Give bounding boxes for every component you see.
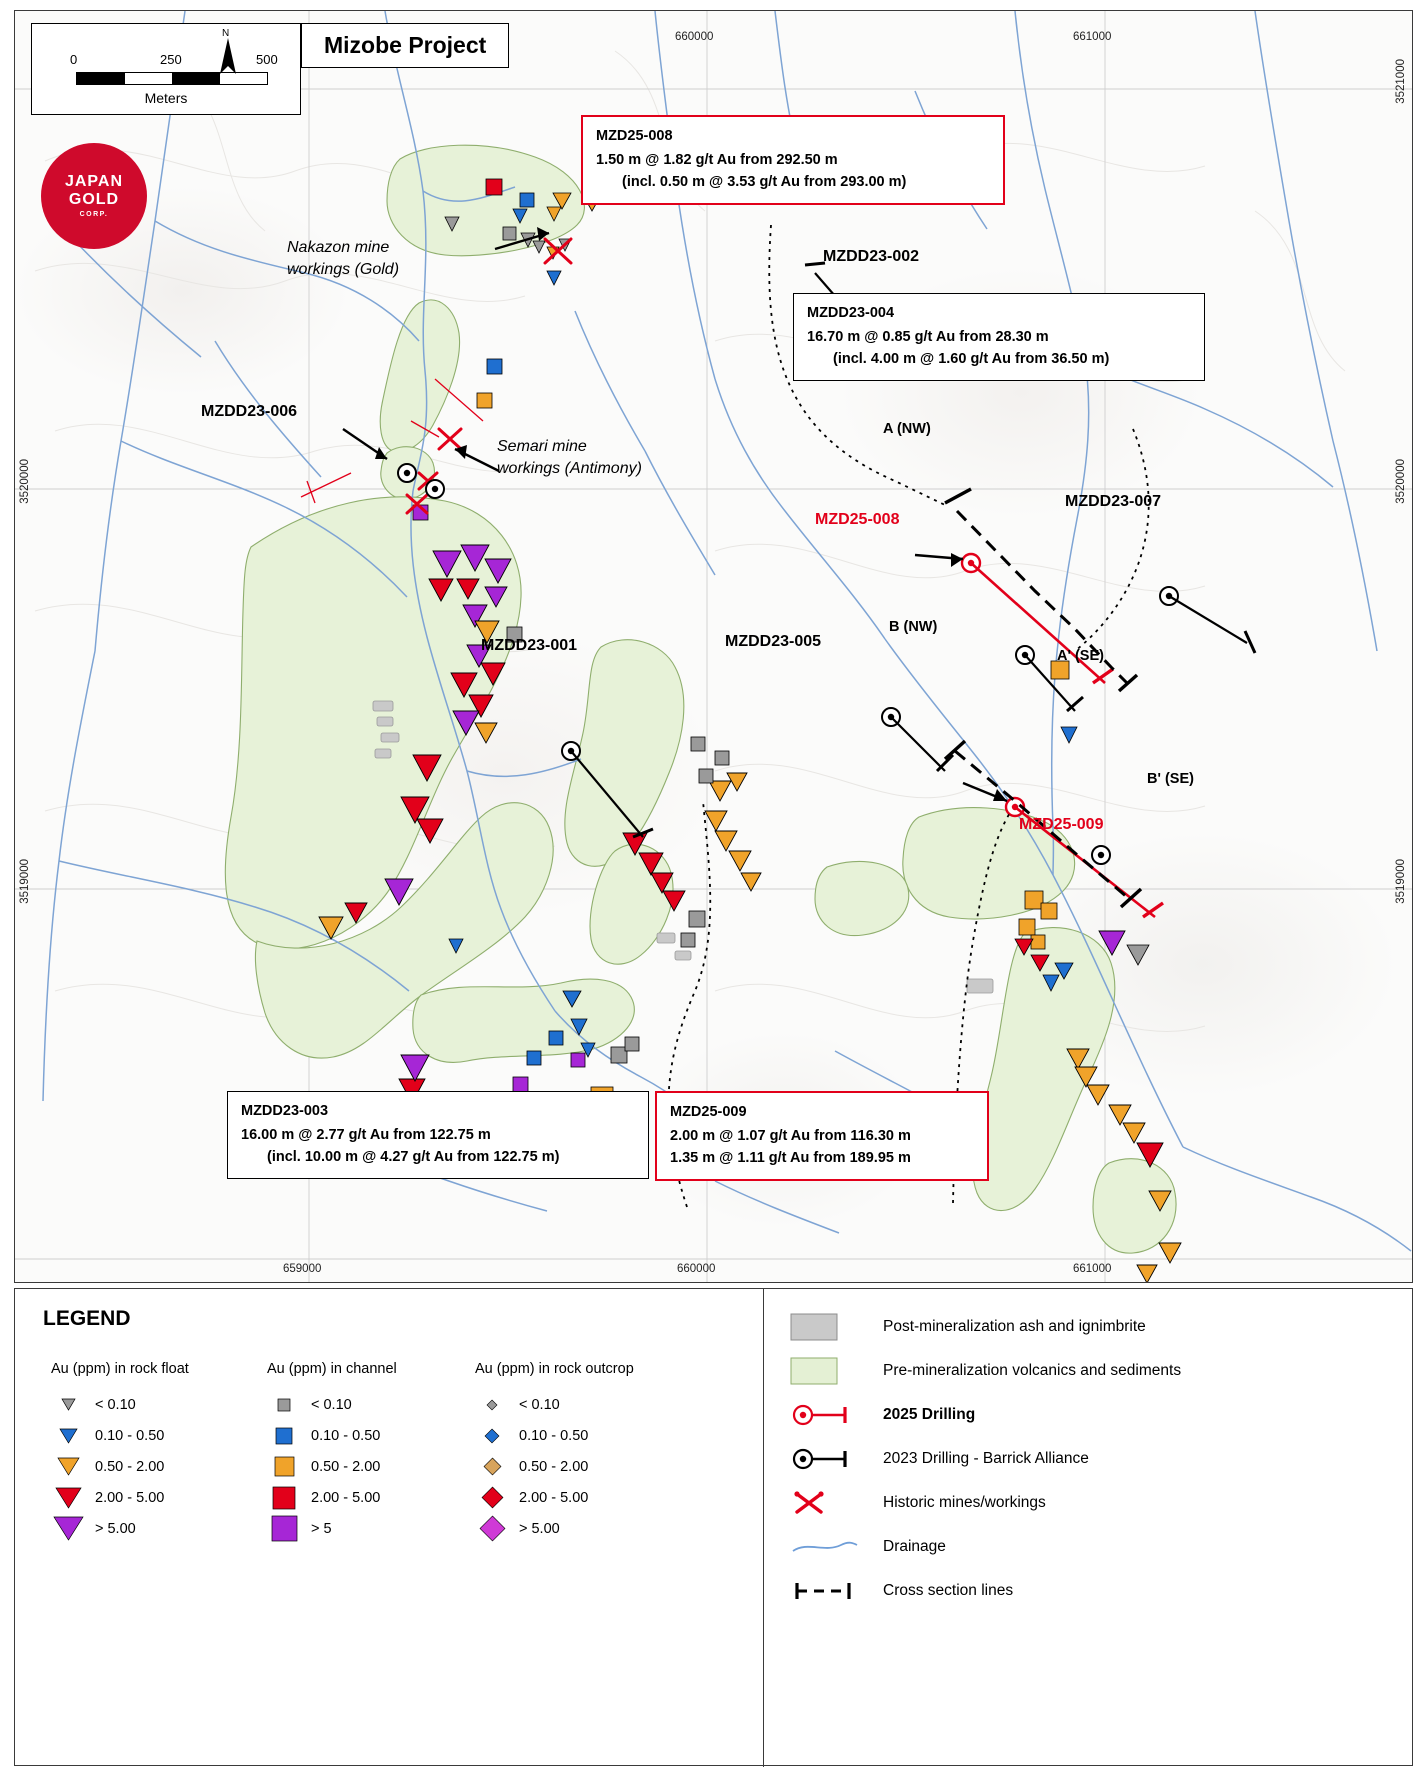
cross-section-line-icon bbox=[791, 1580, 877, 1602]
legend-group-rock-float bbox=[51, 1361, 281, 1544]
note-nakazon-mine bbox=[287, 237, 399, 280]
legend-item-label: Post-mineralization ash and ignimbrite bbox=[883, 1318, 1146, 1335]
japan-gold-logo bbox=[41, 143, 147, 249]
scale-tick-mid: 250 bbox=[160, 52, 182, 67]
legend-item-label: 2.00 - 5.00 bbox=[519, 1489, 589, 1506]
green-swatch-icon bbox=[791, 1358, 877, 1384]
legend-item bbox=[267, 1451, 497, 1482]
diamond-icon bbox=[475, 1487, 509, 1508]
legend-item bbox=[475, 1513, 735, 1544]
square-icon bbox=[267, 1399, 301, 1411]
legend-item-label: 2025 Drilling bbox=[883, 1406, 976, 1423]
triangle-down-icon bbox=[51, 1458, 85, 1475]
grid-label-top-661000: 661000 bbox=[1073, 31, 1112, 43]
grid-label-right-3519000: 3519000 bbox=[1395, 859, 1407, 904]
hole-label-mzdd23-007: MZDD23-007 bbox=[1065, 493, 1162, 510]
callout-mzd25-009 bbox=[655, 1091, 989, 1181]
callout-mzdd23-003 bbox=[227, 1091, 649, 1179]
legend-group-channel bbox=[267, 1361, 497, 1544]
diamond-icon bbox=[475, 1458, 509, 1475]
legend-item bbox=[51, 1513, 281, 1544]
legend-item bbox=[267, 1389, 497, 1420]
legend-item-historic-workings bbox=[791, 1481, 1391, 1525]
legend-item-label: > 5.00 bbox=[95, 1520, 136, 1537]
legend-group-title: Au (ppm) in channel bbox=[267, 1361, 397, 1377]
callout-id: MZD25-008 bbox=[596, 128, 673, 144]
section-label-a-prime-se: A' (SE) bbox=[1057, 648, 1104, 664]
callout-line-1: 16.70 m @ 0.85 g/t Au from 28.30 m bbox=[807, 328, 1049, 345]
legend-item bbox=[51, 1420, 281, 1451]
legend-title: LEGEND bbox=[43, 1307, 131, 1330]
legend-item bbox=[475, 1389, 735, 1420]
legend-group-title: Au (ppm) in rock outcrop bbox=[475, 1361, 634, 1377]
legend-item-label: 0.50 - 2.00 bbox=[311, 1458, 381, 1475]
legend-item bbox=[51, 1389, 281, 1420]
callout-id: MZDD23-004 bbox=[807, 305, 895, 321]
legend-item-label: 0.50 - 2.00 bbox=[519, 1458, 589, 1475]
grey-swatch-icon bbox=[791, 1314, 877, 1340]
triangle-down-icon bbox=[51, 1399, 85, 1410]
diamond-icon bbox=[475, 1400, 509, 1410]
scale-tick-max: 500 bbox=[256, 52, 278, 67]
note-line-1: Nakazon mine bbox=[287, 239, 390, 256]
diamond-icon bbox=[475, 1516, 509, 1541]
crossed-picks-icon bbox=[791, 1490, 877, 1516]
drill-hole-black-icon bbox=[791, 1447, 877, 1471]
square-icon bbox=[267, 1516, 301, 1541]
hole-label-mzdd23-006: MZDD23-006 bbox=[201, 403, 298, 420]
legend-group-rock-outcrop bbox=[475, 1361, 735, 1544]
legend-item-label: 0.10 - 0.50 bbox=[95, 1427, 165, 1444]
legend-item-label: Cross section lines bbox=[883, 1582, 1014, 1599]
legend-group-title: Au (ppm) in rock float bbox=[51, 1361, 189, 1377]
legend-item bbox=[475, 1482, 735, 1513]
callout-line-2: 1.35 m @ 1.11 g/t Au from 189.95 m bbox=[670, 1149, 911, 1166]
grid-label-left-3520000: 3520000 bbox=[19, 459, 31, 504]
north-arrow-icon bbox=[208, 30, 248, 76]
hole-label-mzdd23-002: MZDD23-002 bbox=[823, 248, 920, 265]
legend-item-label: 2.00 - 5.00 bbox=[311, 1489, 381, 1506]
square-icon bbox=[267, 1428, 301, 1444]
callout-mzdd23-004 bbox=[793, 293, 1205, 381]
legend-item bbox=[475, 1451, 735, 1482]
grid-label-bottom-661000: 661000 bbox=[1073, 1263, 1112, 1275]
scale-units-label: Meters bbox=[144, 90, 188, 106]
hole-label-mzdd23-005: MZDD23-005 bbox=[725, 633, 822, 650]
grid-label-bottom-659000: 659000 bbox=[283, 1263, 322, 1275]
note-line-1: Semari mine bbox=[497, 438, 587, 455]
legend-item-label: Historic mines/workings bbox=[883, 1494, 1046, 1511]
triangle-down-icon bbox=[51, 1517, 85, 1540]
legend-right-column bbox=[791, 1305, 1391, 1613]
section-label-b-prime-se: B' (SE) bbox=[1147, 771, 1194, 787]
legend-item-2023-drilling bbox=[791, 1437, 1391, 1481]
legend-item-label: 2023 Drilling - Barrick Alliance bbox=[883, 1450, 1089, 1467]
logo-corp: CORP. bbox=[79, 211, 109, 219]
section-label-b-nw: B (NW) bbox=[889, 619, 938, 635]
legend-item-label: 0.10 - 0.50 bbox=[519, 1427, 589, 1444]
legend-item-label: < 0.10 bbox=[519, 1396, 560, 1413]
grid-label-top-660000: 660000 bbox=[675, 31, 714, 43]
callout-line-2: (incl. 0.50 m @ 3.53 g/t Au from 293.00 m) bbox=[622, 173, 907, 190]
callout-line-1: 2.00 m @ 1.07 g/t Au from 116.30 m bbox=[670, 1127, 911, 1144]
callout-id: MZD25-009 bbox=[670, 1104, 747, 1120]
callout-line-2: (incl. 4.00 m @ 1.60 g/t Au from 36.50 m) bbox=[833, 350, 1110, 367]
legend-item-label: < 0.10 bbox=[95, 1396, 136, 1413]
grid-label-right-3520000: 3520000 bbox=[1395, 459, 1407, 504]
triangle-down-icon bbox=[51, 1429, 85, 1443]
hole-label-mzd25-009: MZD25-009 bbox=[1019, 816, 1104, 833]
callout-line-1: 1.50 m @ 1.82 g/t Au from 292.50 m bbox=[596, 151, 838, 168]
diamond-icon bbox=[475, 1429, 509, 1443]
legend-item-label: 0.10 - 0.50 bbox=[311, 1427, 381, 1444]
drill-hole-red-icon bbox=[791, 1403, 877, 1427]
hole-label-mzd25-008: MZD25-008 bbox=[815, 511, 900, 528]
section-label-a-nw: A (NW) bbox=[883, 421, 931, 437]
legend-item bbox=[267, 1482, 497, 1513]
legend-item-label: 2.00 - 5.00 bbox=[95, 1489, 165, 1506]
legend-item bbox=[267, 1513, 497, 1544]
note-line-2: workings (Antimony) bbox=[497, 459, 642, 477]
triangle-down-icon bbox=[51, 1488, 85, 1508]
legend-item-drainage bbox=[791, 1525, 1391, 1569]
scale-tick-min: 0 bbox=[70, 52, 78, 67]
map-canvas[interactable] bbox=[14, 10, 1413, 1283]
legend-item-pre-mineralization bbox=[791, 1349, 1391, 1393]
callout-id: MZDD23-003 bbox=[241, 1103, 329, 1119]
legend-item-label: Pre-mineralization volcanics and sediments bbox=[883, 1362, 1182, 1379]
legend-item bbox=[267, 1420, 497, 1451]
square-icon bbox=[267, 1457, 301, 1476]
grid-label-right-3521000: 3521000 bbox=[1395, 59, 1407, 104]
grid-label-left-3519000: 3519000 bbox=[19, 859, 31, 904]
note-line-2: workings (Gold) bbox=[287, 260, 400, 278]
square-icon bbox=[267, 1487, 301, 1509]
legend-item-label: < 0.10 bbox=[311, 1396, 352, 1413]
scale-bar bbox=[31, 23, 301, 115]
legend-item-label: > 5 bbox=[311, 1520, 332, 1537]
legend-divider bbox=[763, 1289, 764, 1767]
drainage-line-icon bbox=[791, 1539, 877, 1555]
logo-line-1: JAPAN bbox=[64, 172, 124, 190]
legend-item-2025-drilling bbox=[791, 1393, 1391, 1437]
legend-item bbox=[51, 1451, 281, 1482]
legend-item bbox=[51, 1482, 281, 1513]
callout-line-1: 16.00 m @ 2.77 g/t Au from 122.75 m bbox=[241, 1126, 491, 1143]
grid-label-bottom-660000: 660000 bbox=[677, 1263, 716, 1275]
north-arrow-label: N bbox=[222, 28, 230, 39]
page-title: Mizobe Project bbox=[301, 23, 509, 68]
legend-item-label: Drainage bbox=[883, 1538, 946, 1555]
legend-item-label: 0.50 - 2.00 bbox=[95, 1458, 165, 1475]
callout-line-2: (incl. 10.00 m @ 4.27 g/t Au from 122.75 m) bbox=[267, 1148, 560, 1165]
legend-item-cross-section bbox=[791, 1569, 1391, 1613]
legend-item-post-mineralization bbox=[791, 1305, 1391, 1349]
legend-item-label: > 5.00 bbox=[519, 1520, 560, 1537]
legend-item bbox=[475, 1420, 735, 1451]
note-semari-mine bbox=[497, 436, 642, 479]
hole-label-mzdd23-001: MZDD23-001 bbox=[481, 637, 578, 654]
legend-panel bbox=[14, 1288, 1413, 1766]
logo-line-2: GOLD bbox=[68, 190, 120, 208]
callout-mzd25-008 bbox=[581, 115, 1005, 205]
